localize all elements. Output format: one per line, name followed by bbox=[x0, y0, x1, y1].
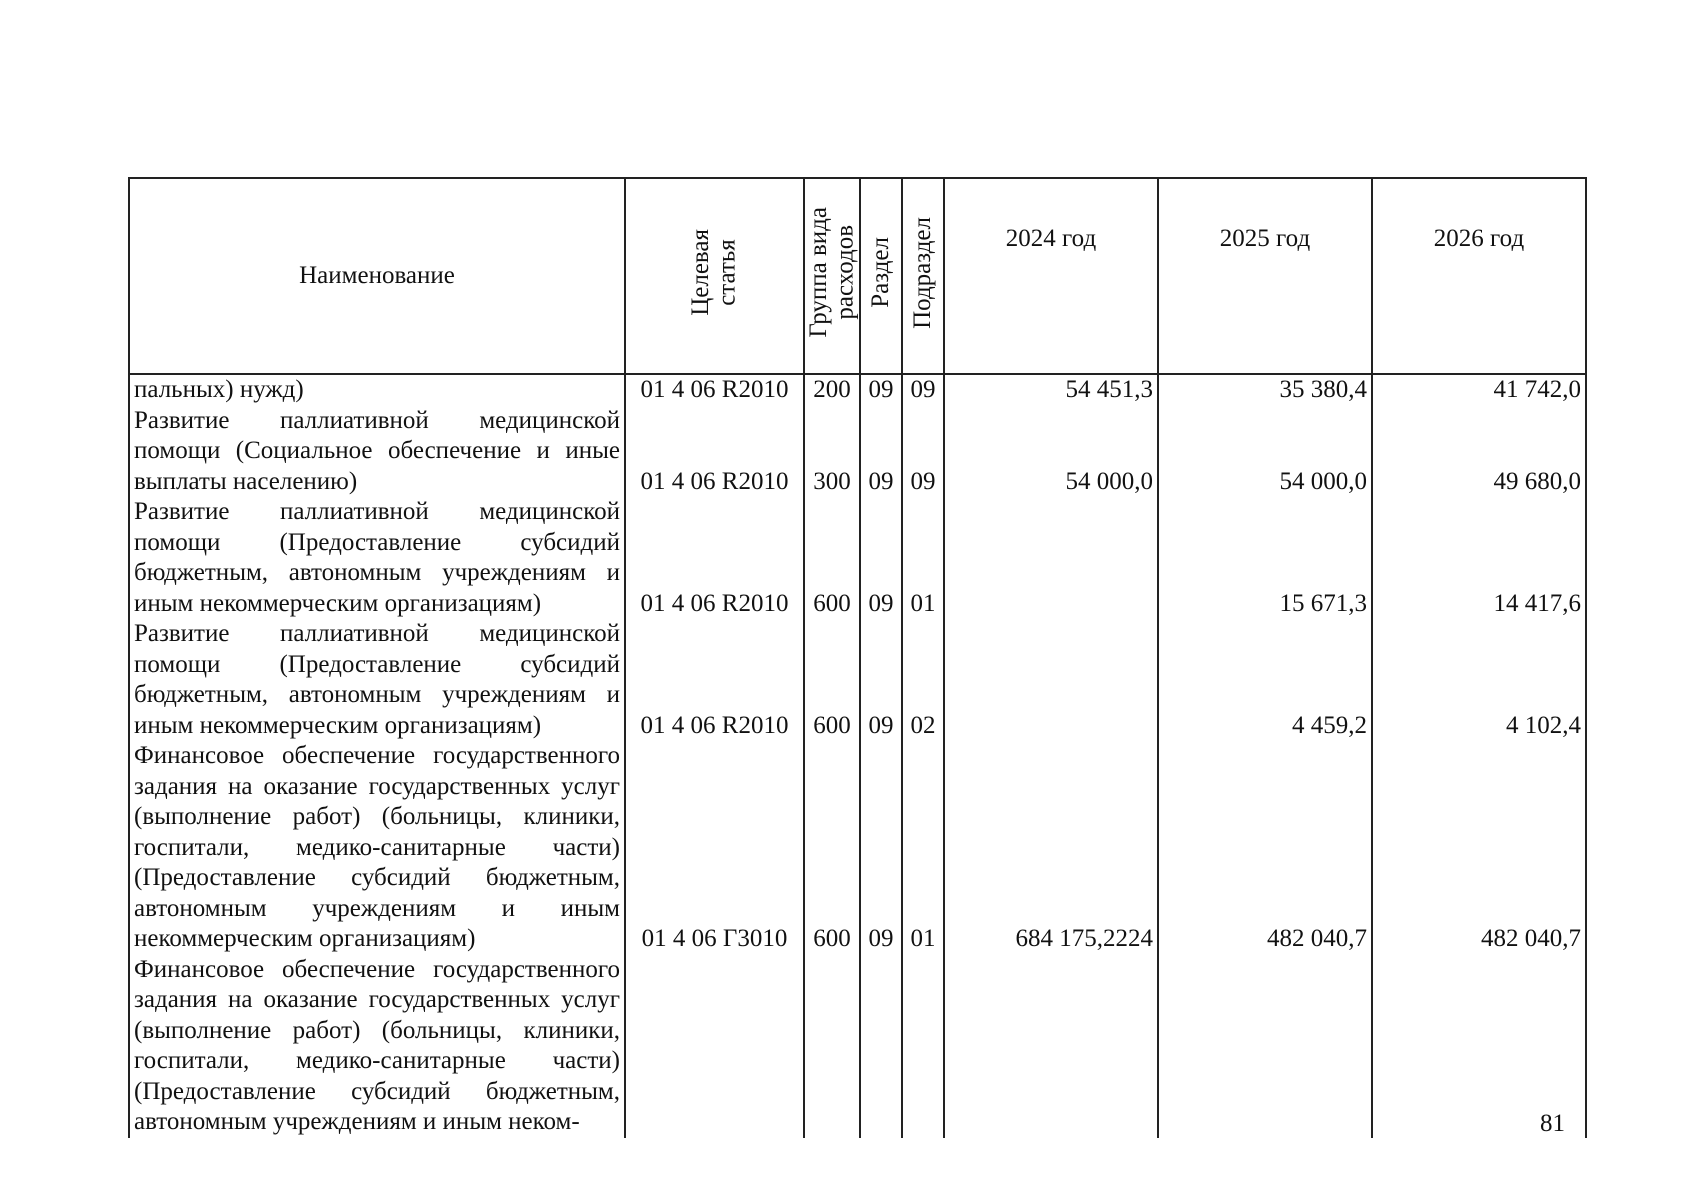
cell-section: 09 bbox=[860, 619, 902, 741]
cell-target-article: 01 4 06 R2010 bbox=[625, 619, 804, 741]
table-row bbox=[129, 741, 1586, 955]
table-header-row bbox=[129, 178, 1586, 374]
table-row bbox=[129, 497, 1586, 619]
cell-subsection bbox=[902, 955, 944, 1138]
cell-section: 09 bbox=[860, 374, 902, 406]
cell-target-article bbox=[625, 955, 804, 1138]
table-row bbox=[129, 619, 1586, 741]
table-row bbox=[129, 374, 1586, 406]
cell-section: 09 bbox=[860, 497, 902, 619]
cell-year-2025: 35 380,4 bbox=[1158, 374, 1372, 406]
cell-expense-group: 300 bbox=[804, 406, 860, 498]
cell-year-2026: 41 742,0 bbox=[1372, 374, 1586, 406]
cell-subsection: 01 bbox=[902, 741, 944, 955]
cell-year-2024 bbox=[944, 619, 1158, 741]
cell-subsection: 09 bbox=[902, 406, 944, 498]
cell-year-2025: 54 000,0 bbox=[1158, 406, 1372, 498]
cell-year-2024: 54 451,3 bbox=[944, 374, 1158, 406]
header-section: Раздел bbox=[860, 178, 902, 374]
header-year-2025: 2025 год bbox=[1158, 178, 1372, 374]
cell-year-2026: 4 102,4 bbox=[1372, 619, 1586, 741]
cell-target-article: 01 4 06 Г3010 bbox=[625, 741, 804, 955]
cell-subsection: 02 bbox=[902, 619, 944, 741]
cell-subsection: 01 bbox=[902, 497, 944, 619]
cell-section bbox=[860, 955, 902, 1138]
page-number: 81 bbox=[1540, 1110, 1565, 1137]
cell-expense-group: 600 bbox=[804, 497, 860, 619]
cell-expense-group bbox=[804, 955, 860, 1138]
cell-name: Развитие паллиативной медицинской помощи (Социальное обеспечение и иные выплаты населению) bbox=[129, 406, 625, 498]
cell-year-2024 bbox=[944, 497, 1158, 619]
header-subsection: Подраздел bbox=[902, 178, 944, 374]
cell-target-article: 01 4 06 R2010 bbox=[625, 497, 804, 619]
cell-year-2024: 54 000,0 bbox=[944, 406, 1158, 498]
cell-name: Финансовое обеспечение государственного задания на оказание государственных услуг (выполнение работ) (больницы, клиники, госпитали, медико-санитарные части) (Предоставление субсидий бюджетным, автономным учреждениям и иным неком- bbox=[129, 955, 625, 1138]
budget-table bbox=[128, 177, 1587, 1138]
header-expense-group: Группа вида расходов bbox=[804, 178, 860, 374]
cell-name: Финансовое обеспечение государственного задания на оказание государственных услуг (выполнение работ) (больницы, клиники, госпитали, медико-санитарные части) (Предоставление субсидий бюджетным, автономным учреждениям и иным некоммерческим организациям) bbox=[129, 741, 625, 955]
cell-target-article: 01 4 06 R2010 bbox=[625, 406, 804, 498]
header-year-2026: 2026 год bbox=[1372, 178, 1586, 374]
header-target-article: Целевая статья bbox=[625, 178, 804, 374]
cell-expense-group: 600 bbox=[804, 741, 860, 955]
table-row bbox=[129, 955, 1586, 1138]
cell-year-2026: 49 680,0 bbox=[1372, 406, 1586, 498]
cell-year-2025: 15 671,3 bbox=[1158, 497, 1372, 619]
cell-section: 09 bbox=[860, 406, 902, 498]
cell-expense-group: 600 bbox=[804, 619, 860, 741]
cell-expense-group: 200 bbox=[804, 374, 860, 406]
cell-subsection: 09 bbox=[902, 374, 944, 406]
cell-year-2026: 482 040,7 bbox=[1372, 741, 1586, 955]
cell-section: 09 bbox=[860, 741, 902, 955]
cell-year-2025 bbox=[1158, 955, 1372, 1138]
cell-target-article: 01 4 06 R2010 bbox=[625, 374, 804, 406]
cell-name: Развитие паллиативной медицинской помощи (Предоставление субсидий бюджетным, автономным учреждениям и иным некоммерческим организациям) bbox=[129, 497, 625, 619]
table-row bbox=[129, 406, 1586, 498]
cell-year-2025: 4 459,2 bbox=[1158, 619, 1372, 741]
header-year-2024: 2024 год bbox=[944, 178, 1158, 374]
cell-name: Развитие паллиативной медицинской помощи (Предоставление субсидий бюджетным, автономным учреждениям и иным некоммерческим организациям) bbox=[129, 619, 625, 741]
cell-name: пальных) нужд) bbox=[129, 374, 625, 406]
cell-year-2024 bbox=[944, 955, 1158, 1138]
header-name: Наименование bbox=[129, 178, 625, 374]
cell-year-2024: 684 175,2224 bbox=[944, 741, 1158, 955]
cell-year-2025: 482 040,7 bbox=[1158, 741, 1372, 955]
cell-year-2026: 14 417,6 bbox=[1372, 497, 1586, 619]
